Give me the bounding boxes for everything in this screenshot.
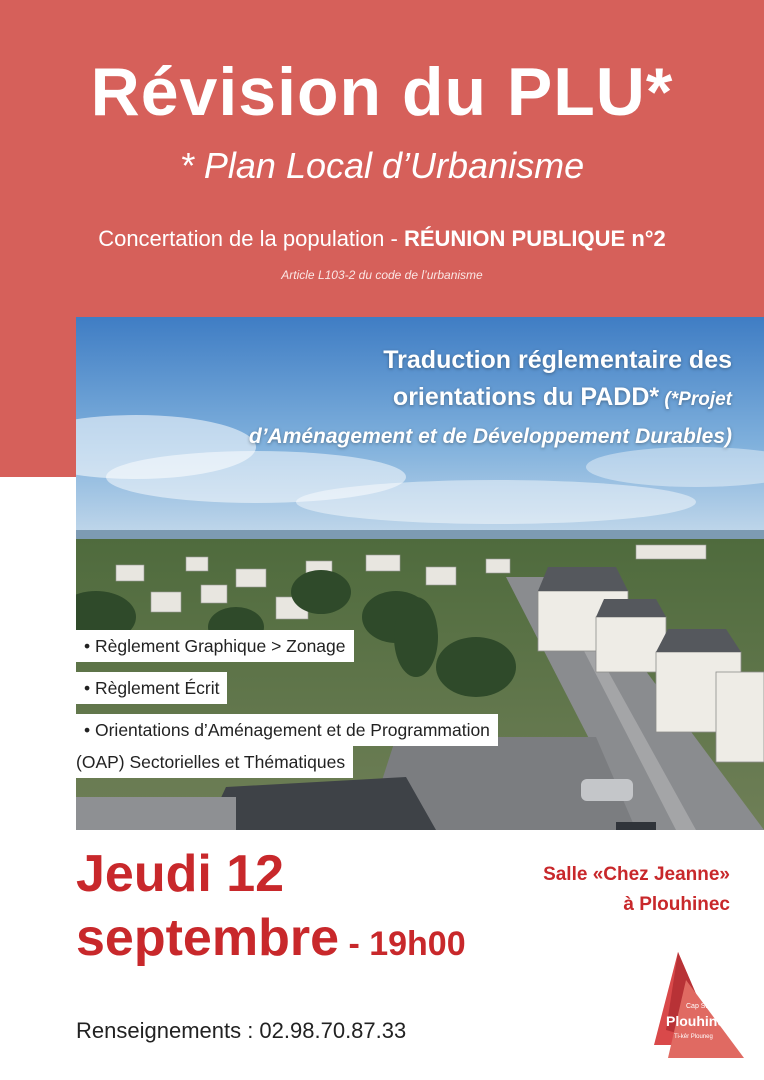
bullet-zonage: • Règlement Graphique > Zonage bbox=[76, 630, 354, 662]
article-reference: Article L103-2 du code de l’urbanisme bbox=[281, 268, 483, 282]
concertation-line bbox=[0, 224, 764, 254]
headline-note: (*Projet bbox=[659, 389, 732, 410]
event-month: septembre bbox=[76, 909, 339, 967]
concertation-prefix: Concertation de la population - bbox=[98, 226, 404, 251]
venue-name: Salle «Chez Jeanne» bbox=[543, 864, 730, 885]
page-subtitle: * Plan Local d’Urbanisme bbox=[179, 145, 585, 186]
headline-line1: Traduction réglementaire des bbox=[383, 346, 732, 374]
logo-name: Plouhinec bbox=[666, 1013, 733, 1029]
venue-town: à Plouhinec bbox=[623, 894, 730, 915]
headline-padd: orientations du PADD* bbox=[392, 383, 660, 411]
event-day: Jeudi 12 bbox=[76, 845, 285, 903]
event-date-line bbox=[76, 906, 466, 976]
event-venue bbox=[430, 860, 730, 920]
page-title: Révision du PLU* bbox=[90, 54, 674, 130]
event-time: - 19h00 bbox=[339, 925, 466, 963]
logo-top-text: Cap Sizun bbox=[686, 1003, 719, 1010]
bullet-reglement-ecrit: • Règlement Écrit bbox=[76, 672, 227, 704]
headline-line3: d’Aménagement et de Développement Durables) bbox=[248, 425, 732, 448]
headline-line2 bbox=[172, 379, 732, 418]
headline bbox=[172, 342, 732, 455]
bullet-oap-continued: (OAP) Sectorielles et Thématiques bbox=[68, 746, 353, 778]
logo-bottom-text: Ti-kêr Plouneg bbox=[674, 1034, 713, 1040]
reunion-label: RÉUNION PUBLIQUE n°2 bbox=[403, 226, 666, 251]
contact-info: Renseignements : 02.98.70.87.33 bbox=[76, 1018, 407, 1043]
sail-logo-icon bbox=[648, 950, 748, 1062]
bullet-oap: • Orientations d’Aménagement et de Programmation bbox=[76, 714, 498, 746]
